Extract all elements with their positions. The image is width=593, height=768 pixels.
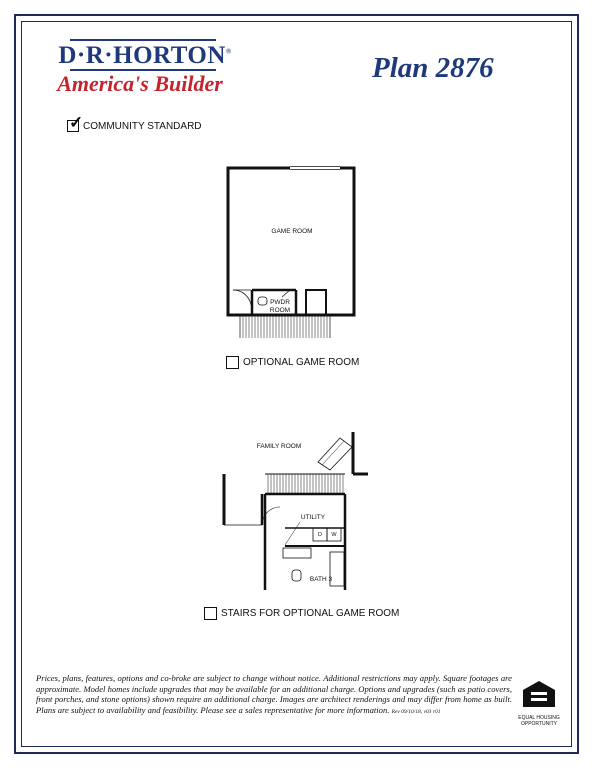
stairs-option-label: STAIRS FOR OPTIONAL GAME ROOM [221, 608, 400, 619]
washer-label: W [331, 532, 337, 538]
bath-toilet-icon [292, 570, 301, 581]
dryer-label: D [318, 532, 322, 538]
game-room-walls [228, 168, 354, 315]
vanity [283, 548, 311, 558]
stairs-option-plan [224, 432, 368, 590]
stair-treads-lower [268, 474, 343, 494]
door-swing-hall [285, 522, 300, 545]
stair-treads [243, 316, 327, 338]
bath3-label: BATH 3 [309, 576, 333, 583]
optional-game-room-label: OPTIONAL GAME ROOM [243, 357, 360, 368]
game-room-label: GAME ROOM [271, 228, 313, 235]
utility-label: UTILITY [300, 514, 326, 521]
plan-title: Plan 2876 [372, 52, 494, 84]
equal-housing-badge [514, 679, 564, 727]
closet [306, 290, 326, 315]
brand-name: D·R·HORTON® [58, 42, 232, 69]
brand-tagline: America's Builder [57, 71, 223, 96]
eho-caption: EQUAL HOUSING OPPORTUNITY [518, 715, 560, 727]
community-standard-label: COMMUNITY STANDARD [83, 120, 202, 132]
family-room-label: FAMILY ROOM [256, 443, 302, 450]
equal-housing-icon [521, 679, 557, 709]
checkmark-icon: ✓ [69, 113, 84, 132]
door-swing-icon [233, 290, 251, 305]
cabinet-line [322, 441, 344, 465]
pwdr-room-label: PWDR ROOM [269, 299, 291, 314]
disclaimer-text: Prices, plans, features, options and co-broke are subject to change without notice. Additional restrictions may apply. Square footages are approximate. Model homes include upgrades that may be available for an additional charge. Options and upgrades (such as patio covers, front porches, and stone options) shown require an additional charge. Images are architect renderings and may differ from home as built. Plans are subject to availability and feasibility. Please see a sales representative for more information. Rev 09/10/18, v03 r01 [36, 673, 512, 716]
angled-cabinet [318, 438, 352, 470]
revision-note: Rev 09/10/18, v03 r01 [391, 709, 441, 716]
